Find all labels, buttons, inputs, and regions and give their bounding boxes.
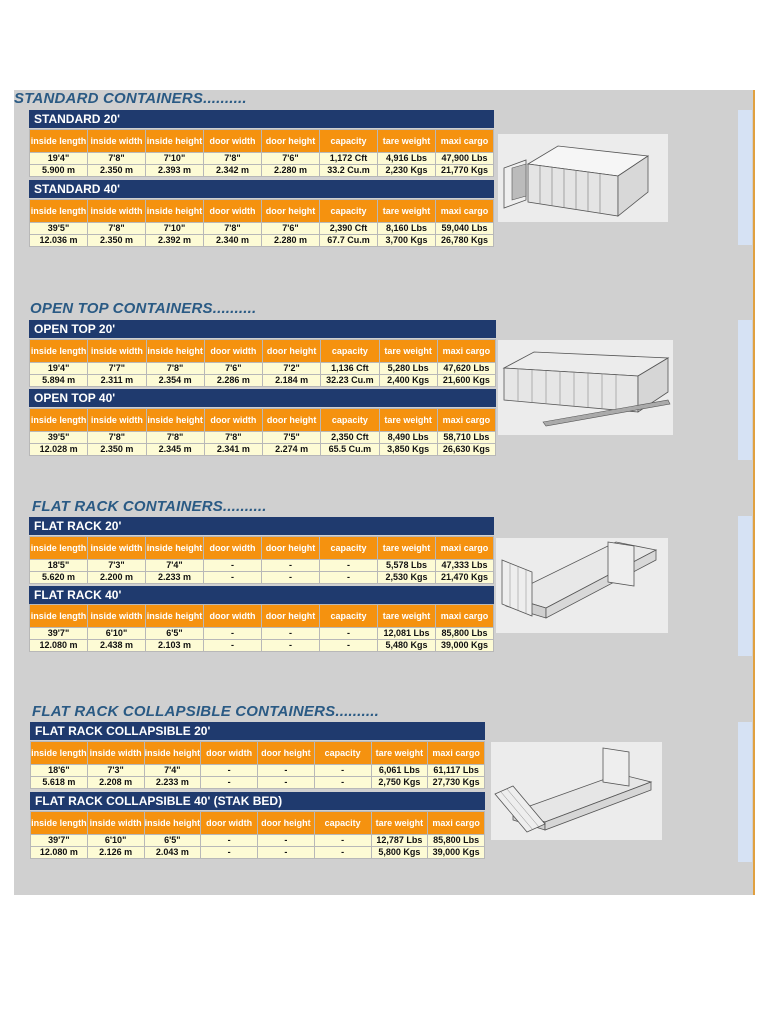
value-cell: 39'7" bbox=[30, 628, 88, 640]
column-header: maxi cargo bbox=[436, 200, 494, 223]
column-header: door height bbox=[262, 537, 320, 560]
spec-table bbox=[29, 408, 496, 456]
value-cell: 8,490 Lbs bbox=[379, 432, 437, 444]
column-header: door height bbox=[263, 340, 321, 363]
value-cell: 39,000 Kgs bbox=[436, 640, 494, 652]
value-cell: 65.5 Cu.m bbox=[321, 444, 379, 456]
column-header: inside height bbox=[146, 200, 204, 223]
value-cell: 12.028 m bbox=[30, 444, 88, 456]
value-cell: 32.23 Cu.m bbox=[321, 375, 379, 387]
value-cell: 39'5" bbox=[30, 432, 88, 444]
value-cell: 7'10" bbox=[146, 153, 204, 165]
value-cell: - bbox=[201, 847, 258, 859]
column-header: door width bbox=[204, 537, 262, 560]
value-cell: 5,800 Kgs bbox=[371, 847, 428, 859]
column-header: inside width bbox=[88, 130, 146, 153]
column-header: inside height bbox=[144, 742, 201, 765]
column-header: tare weight bbox=[371, 812, 428, 835]
side-bar bbox=[738, 722, 752, 862]
value-cell: 2.341 m bbox=[204, 444, 262, 456]
header-row bbox=[31, 812, 485, 835]
value-cell: 2.311 m bbox=[88, 375, 146, 387]
value-cell: 39'5" bbox=[30, 223, 88, 235]
value-cell: - bbox=[314, 777, 371, 789]
value-cell: 2.274 m bbox=[263, 444, 321, 456]
section-title: FLAT RACK CONTAINERS.......... bbox=[32, 498, 267, 515]
column-header: maxi cargo bbox=[437, 340, 495, 363]
column-header: door width bbox=[204, 409, 262, 432]
value-cell: 7'10" bbox=[146, 223, 204, 235]
value-cell: 7'4" bbox=[144, 765, 201, 777]
column-header: inside width bbox=[87, 812, 144, 835]
column-header: inside length bbox=[30, 200, 88, 223]
column-header: inside length bbox=[30, 605, 88, 628]
column-header: maxi cargo bbox=[436, 130, 494, 153]
column-header: door width bbox=[204, 130, 262, 153]
spec-table bbox=[29, 129, 494, 177]
value-cell: 2.103 m bbox=[146, 640, 204, 652]
value-cell: 2,750 Kgs bbox=[371, 777, 428, 789]
spec-table bbox=[29, 199, 494, 247]
value-cell: 21,600 Kgs bbox=[437, 375, 495, 387]
header-row bbox=[30, 200, 494, 223]
table-title: FLAT RACK COLLAPSIBLE 20' bbox=[30, 722, 485, 740]
column-header: tare weight bbox=[378, 130, 436, 153]
column-header: tare weight bbox=[378, 537, 436, 560]
value-cell: 7'8" bbox=[204, 223, 262, 235]
spec-table bbox=[29, 604, 494, 652]
value-cell: 2.345 m bbox=[146, 444, 204, 456]
value-cell: 2.393 m bbox=[146, 165, 204, 177]
value-cell: - bbox=[204, 572, 262, 584]
value-cell: 5.620 m bbox=[30, 572, 88, 584]
value-cell: 2.208 m bbox=[87, 777, 144, 789]
value-cell: 2,390 Cft bbox=[320, 223, 378, 235]
value-cell: 19'4" bbox=[30, 153, 88, 165]
column-header: maxi cargo bbox=[428, 812, 485, 835]
side-bar bbox=[738, 516, 752, 656]
column-header: capacity bbox=[320, 200, 378, 223]
value-cell: 59,040 Lbs bbox=[436, 223, 494, 235]
value-cell: 2.043 m bbox=[144, 847, 201, 859]
value-cell: 2.350 m bbox=[88, 235, 146, 247]
column-header: maxi cargo bbox=[436, 537, 494, 560]
header-row bbox=[31, 742, 485, 765]
column-header: capacity bbox=[320, 605, 378, 628]
side-bar bbox=[738, 110, 752, 245]
value-cell: 2,350 Cft bbox=[321, 432, 379, 444]
value-cell: 12.080 m bbox=[31, 847, 88, 859]
column-header: door height bbox=[263, 409, 321, 432]
value-cell: 6'10" bbox=[87, 835, 144, 847]
value-cell: - bbox=[204, 560, 262, 572]
value-cell: 1,136 Cft bbox=[321, 363, 379, 375]
value-cell: 2.233 m bbox=[146, 572, 204, 584]
value-cell: 7'8" bbox=[146, 363, 204, 375]
value-cell: - bbox=[258, 765, 315, 777]
column-header: tare weight bbox=[371, 742, 428, 765]
value-cell: 33.2 Cu.m bbox=[320, 165, 378, 177]
value-cell: 4,916 Lbs bbox=[378, 153, 436, 165]
value-cell: 61,117 Lbs bbox=[428, 765, 485, 777]
header-row bbox=[30, 605, 494, 628]
value-cell: 2.280 m bbox=[262, 235, 320, 247]
value-cell: - bbox=[320, 628, 378, 640]
metric-row bbox=[31, 777, 485, 789]
value-cell: 7'8" bbox=[88, 153, 146, 165]
value-cell: 5,480 Kgs bbox=[378, 640, 436, 652]
metric-row bbox=[30, 572, 494, 584]
imperial-row bbox=[31, 765, 485, 777]
header-row bbox=[30, 130, 494, 153]
value-cell: - bbox=[262, 572, 320, 584]
value-cell: - bbox=[262, 628, 320, 640]
imperial-row bbox=[30, 432, 496, 444]
value-cell: 2.233 m bbox=[144, 777, 201, 789]
column-header: door height bbox=[258, 812, 315, 835]
value-cell: 2.438 m bbox=[88, 640, 146, 652]
value-cell: 2.392 m bbox=[146, 235, 204, 247]
value-cell: 19'4" bbox=[30, 363, 88, 375]
value-cell: 12.080 m bbox=[30, 640, 88, 652]
side-bar bbox=[738, 320, 752, 460]
value-cell: - bbox=[201, 765, 258, 777]
section-title: FLAT RACK COLLAPSIBLE CONTAINERS.......... bbox=[32, 703, 380, 720]
metric-row bbox=[31, 847, 485, 859]
metric-row bbox=[30, 640, 494, 652]
value-cell: 7'7" bbox=[88, 363, 146, 375]
value-cell: 3,850 Kgs bbox=[379, 444, 437, 456]
spec-table bbox=[30, 811, 485, 859]
value-cell: 6'10" bbox=[88, 628, 146, 640]
spec-table bbox=[29, 339, 496, 387]
value-cell: 2.286 m bbox=[204, 375, 262, 387]
table-title: STANDARD 20' bbox=[29, 110, 494, 128]
value-cell: - bbox=[262, 640, 320, 652]
value-cell: - bbox=[262, 560, 320, 572]
metric-row bbox=[30, 235, 494, 247]
metric-row bbox=[30, 375, 496, 387]
imperial-row bbox=[30, 153, 494, 165]
column-header: inside length bbox=[30, 130, 88, 153]
section-title: OPEN TOP CONTAINERS.......... bbox=[30, 300, 257, 317]
imperial-row bbox=[30, 363, 496, 375]
value-cell: 7'6" bbox=[262, 153, 320, 165]
value-cell: 7'8" bbox=[88, 223, 146, 235]
value-cell: - bbox=[204, 628, 262, 640]
value-cell: - bbox=[258, 847, 315, 859]
column-header: inside width bbox=[88, 409, 146, 432]
value-cell: 21,770 Kgs bbox=[436, 165, 494, 177]
value-cell: 12,081 Lbs bbox=[378, 628, 436, 640]
column-header: maxi cargo bbox=[437, 409, 495, 432]
column-header: inside height bbox=[146, 605, 204, 628]
collapsible-flat-rack-icon bbox=[491, 742, 662, 840]
value-cell: 7'8" bbox=[88, 432, 146, 444]
value-cell: 7'8" bbox=[204, 432, 262, 444]
imperial-row bbox=[30, 560, 494, 572]
value-cell: 2,530 Kgs bbox=[378, 572, 436, 584]
metric-row bbox=[30, 165, 494, 177]
column-header: door width bbox=[201, 812, 258, 835]
value-cell: 47,900 Lbs bbox=[436, 153, 494, 165]
column-header: inside length bbox=[30, 340, 88, 363]
column-header: inside length bbox=[30, 409, 88, 432]
value-cell: 67.7 Cu.m bbox=[320, 235, 378, 247]
column-header: capacity bbox=[321, 409, 379, 432]
value-cell: - bbox=[320, 560, 378, 572]
value-cell: 2.342 m bbox=[204, 165, 262, 177]
column-header: inside height bbox=[146, 537, 204, 560]
value-cell: 2.340 m bbox=[204, 235, 262, 247]
value-cell: - bbox=[314, 847, 371, 859]
column-header: maxi cargo bbox=[428, 742, 485, 765]
value-cell: 2.184 m bbox=[263, 375, 321, 387]
metric-row bbox=[30, 444, 496, 456]
value-cell: - bbox=[320, 640, 378, 652]
value-cell: 21,470 Kgs bbox=[436, 572, 494, 584]
column-header: inside width bbox=[88, 537, 146, 560]
table-title: OPEN TOP 20' bbox=[29, 320, 496, 338]
standard-container-icon bbox=[498, 134, 668, 222]
column-header: capacity bbox=[320, 537, 378, 560]
table-title: FLAT RACK 40' bbox=[29, 586, 494, 604]
value-cell: 5,578 Lbs bbox=[378, 560, 436, 572]
table-title: FLAT RACK COLLAPSIBLE 40' (STAK BED) bbox=[30, 792, 485, 810]
value-cell: 3,700 Kgs bbox=[378, 235, 436, 247]
column-header: capacity bbox=[314, 812, 371, 835]
value-cell: 5.618 m bbox=[31, 777, 88, 789]
value-cell: 7'8" bbox=[204, 153, 262, 165]
section-title: STANDARD CONTAINERS.......... bbox=[14, 90, 247, 107]
right-accent-strip bbox=[753, 90, 755, 895]
value-cell: 1,172 Cft bbox=[320, 153, 378, 165]
table-title: OPEN TOP 40' bbox=[29, 389, 496, 407]
value-cell: 7'3" bbox=[87, 765, 144, 777]
header-row bbox=[30, 537, 494, 560]
spec-table bbox=[29, 536, 494, 584]
flat-rack-container-icon bbox=[496, 538, 668, 633]
column-header: inside length bbox=[31, 812, 88, 835]
column-header: inside height bbox=[146, 409, 204, 432]
value-cell: 2.126 m bbox=[87, 847, 144, 859]
column-header: inside height bbox=[144, 812, 201, 835]
value-cell: 7'4" bbox=[146, 560, 204, 572]
value-cell: 47,333 Lbs bbox=[436, 560, 494, 572]
column-header: door width bbox=[204, 340, 262, 363]
value-cell: 26,630 Kgs bbox=[437, 444, 495, 456]
column-header: inside height bbox=[146, 130, 204, 153]
value-cell: 18'5" bbox=[30, 560, 88, 572]
value-cell: 7'5" bbox=[263, 432, 321, 444]
column-header: door height bbox=[262, 200, 320, 223]
value-cell: 27,730 Kgs bbox=[428, 777, 485, 789]
value-cell: 6'5" bbox=[146, 628, 204, 640]
value-cell: 2,400 Kgs bbox=[379, 375, 437, 387]
header-row bbox=[30, 409, 496, 432]
value-cell: - bbox=[201, 835, 258, 847]
imperial-row bbox=[31, 835, 485, 847]
value-cell: 7'2" bbox=[263, 363, 321, 375]
column-header: inside width bbox=[88, 340, 146, 363]
value-cell: 2.280 m bbox=[262, 165, 320, 177]
table-title: STANDARD 40' bbox=[29, 180, 494, 198]
column-header: tare weight bbox=[378, 200, 436, 223]
column-header: inside height bbox=[146, 340, 204, 363]
value-cell: - bbox=[314, 835, 371, 847]
column-header: door width bbox=[201, 742, 258, 765]
value-cell: 39,000 Kgs bbox=[428, 847, 485, 859]
column-header: inside width bbox=[88, 200, 146, 223]
value-cell: - bbox=[320, 572, 378, 584]
value-cell: 39'7" bbox=[31, 835, 88, 847]
column-header: door width bbox=[204, 200, 262, 223]
value-cell: 2.350 m bbox=[88, 444, 146, 456]
value-cell: 2,230 Kgs bbox=[378, 165, 436, 177]
value-cell: - bbox=[258, 777, 315, 789]
imperial-row bbox=[30, 628, 494, 640]
column-header: tare weight bbox=[379, 340, 437, 363]
value-cell: 2.200 m bbox=[88, 572, 146, 584]
value-cell: 85,800 Lbs bbox=[428, 835, 485, 847]
value-cell: 47,620 Lbs bbox=[437, 363, 495, 375]
value-cell: 5.894 m bbox=[30, 375, 88, 387]
column-header: maxi cargo bbox=[436, 605, 494, 628]
value-cell: 5,280 Lbs bbox=[379, 363, 437, 375]
value-cell: - bbox=[204, 640, 262, 652]
value-cell: 8,160 Lbs bbox=[378, 223, 436, 235]
open-top-container-icon bbox=[498, 340, 673, 435]
value-cell: 12,787 Lbs bbox=[371, 835, 428, 847]
value-cell: 2.354 m bbox=[146, 375, 204, 387]
imperial-row bbox=[30, 223, 494, 235]
value-cell: 7'8" bbox=[146, 432, 204, 444]
value-cell: - bbox=[314, 765, 371, 777]
value-cell: 2.350 m bbox=[88, 165, 146, 177]
value-cell: 7'3" bbox=[88, 560, 146, 572]
value-cell: 5.900 m bbox=[30, 165, 88, 177]
column-header: door height bbox=[258, 742, 315, 765]
column-header: door width bbox=[204, 605, 262, 628]
column-header: capacity bbox=[321, 340, 379, 363]
spec-table bbox=[30, 741, 485, 789]
value-cell: - bbox=[258, 835, 315, 847]
value-cell: 85,800 Lbs bbox=[436, 628, 494, 640]
column-header: door height bbox=[262, 130, 320, 153]
value-cell: 7'6" bbox=[262, 223, 320, 235]
value-cell: 6'5" bbox=[144, 835, 201, 847]
value-cell: 6,061 Lbs bbox=[371, 765, 428, 777]
column-header: inside length bbox=[31, 742, 88, 765]
column-header: door height bbox=[262, 605, 320, 628]
column-header: capacity bbox=[314, 742, 371, 765]
value-cell: 58,710 Lbs bbox=[437, 432, 495, 444]
table-title: FLAT RACK 20' bbox=[29, 517, 494, 535]
value-cell: 26,780 Kgs bbox=[436, 235, 494, 247]
column-header: inside width bbox=[88, 605, 146, 628]
value-cell: - bbox=[201, 777, 258, 789]
header-row bbox=[30, 340, 496, 363]
value-cell: 7'6" bbox=[204, 363, 262, 375]
column-header: tare weight bbox=[379, 409, 437, 432]
column-header: inside length bbox=[30, 537, 88, 560]
value-cell: 18'6" bbox=[31, 765, 88, 777]
value-cell: 12.036 m bbox=[30, 235, 88, 247]
column-header: inside width bbox=[87, 742, 144, 765]
column-header: tare weight bbox=[378, 605, 436, 628]
column-header: capacity bbox=[320, 130, 378, 153]
